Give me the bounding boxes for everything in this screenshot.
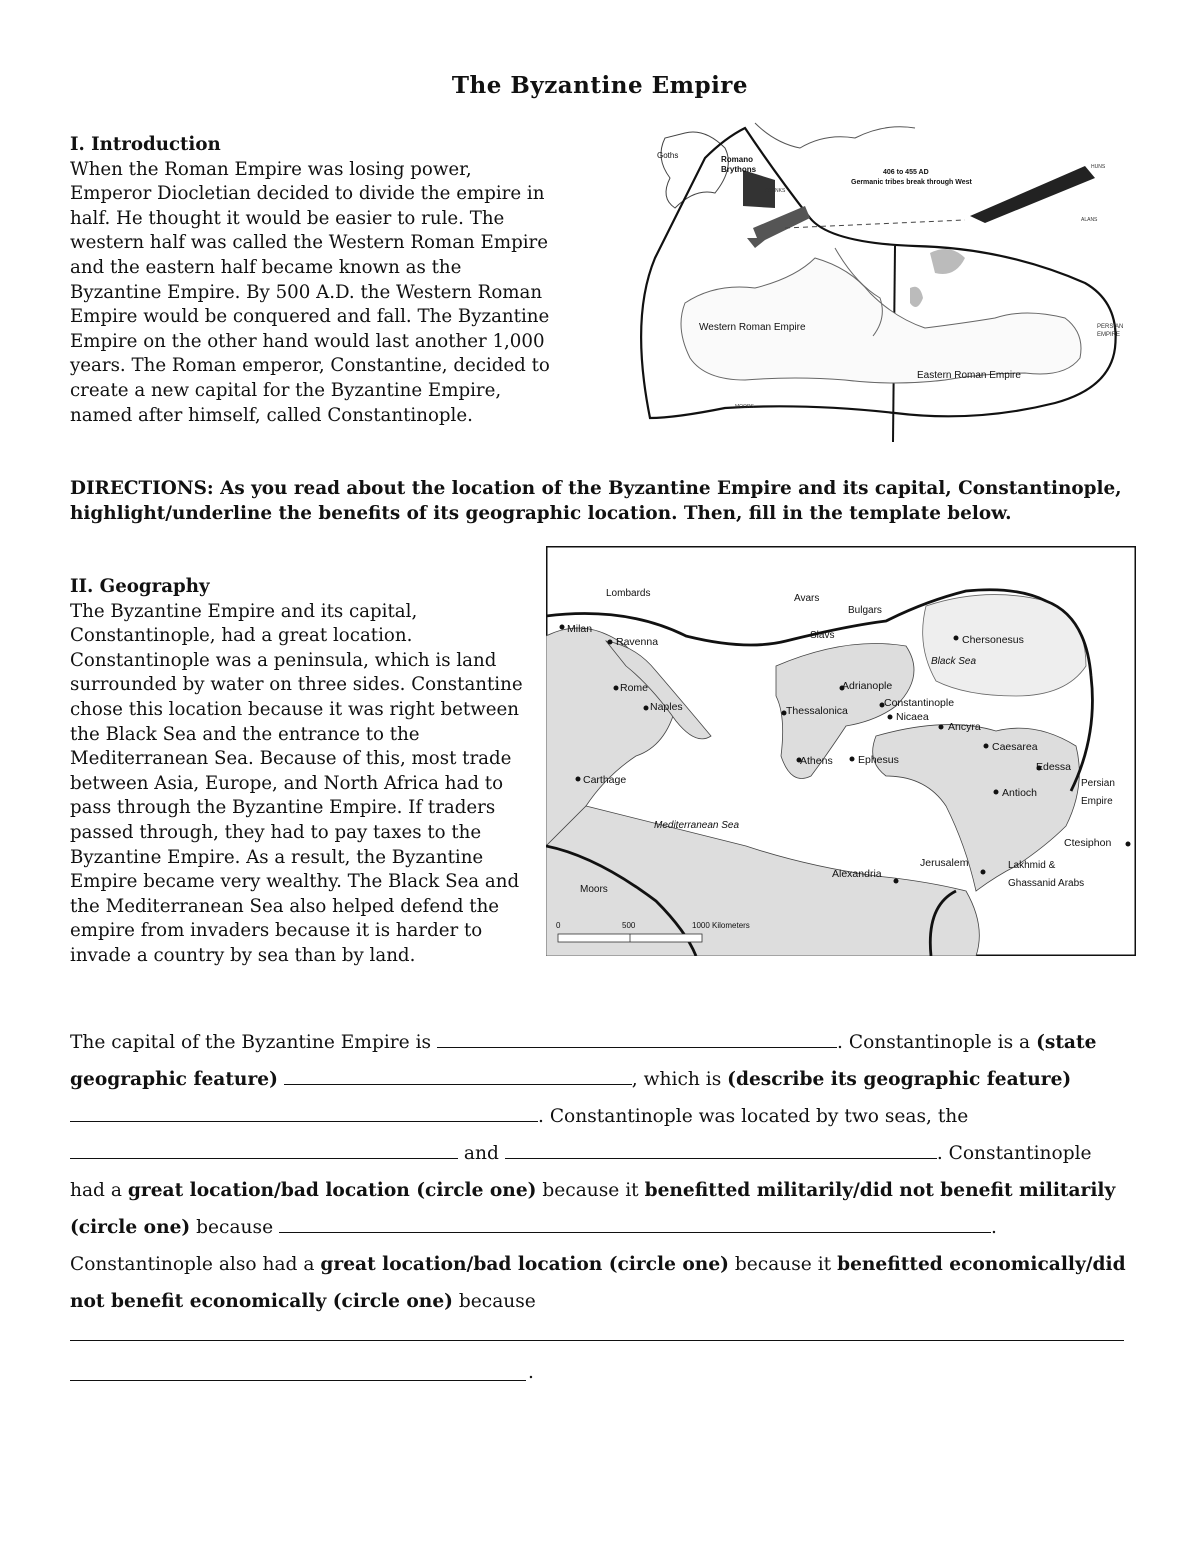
city-label: Rome — [620, 682, 649, 694]
answer-line-economic-reason[interactable] — [70, 1320, 1124, 1341]
introduction-section — [70, 133, 550, 428]
page-title: The Byzantine Empire — [451, 72, 749, 99]
map1-label: Western Roman Empire — [699, 322, 806, 333]
geography-body: The Byzantine Empire and its capital, Constantinople, had a great location. Constantinople was a peninsula, which is land surrounded by water on three sides. Constantine chose this location because it was right between the Black Sea and the entrance to the Mediterranean Sea. Because of this, most trade between Asia, Europe, and North Africa had to pass through the Byzantine Empire. If traders passed through, they had to pay taxes to the Byzantine Empire. As a result, the Byzantine Empire became very wealthy. The Black Sea and the Mediterranean Sea also helped defend the empire from invaders because it is harder to invade a country by sea than by land. — [70, 600, 523, 966]
roman-empire-division-map — [625, 118, 1123, 442]
city-label: Nicaea — [896, 711, 929, 723]
template-text: Constantinople also had a — [70, 1254, 315, 1275]
map1-label: 406 to 455 AD — [883, 169, 929, 176]
template-text: because it — [542, 1180, 639, 1201]
city-label: Chersonesus — [962, 634, 1024, 646]
map1-label: PERSIAN — [1097, 324, 1123, 330]
map1-label: Goths — [657, 151, 679, 160]
city-label: Adrianople — [842, 680, 893, 692]
template-text: . Constantinople is a — [837, 1032, 1031, 1053]
map1-label: Eastern Roman Empire — [917, 370, 1021, 381]
map1-label: FRANKS — [765, 188, 786, 194]
city-label: Ancyra — [948, 721, 981, 733]
geography-heading: II. Geography — [70, 576, 210, 597]
answer-blank-sea-1[interactable] — [70, 1138, 458, 1159]
map1-label: HUNS — [1091, 164, 1106, 170]
answer-blank-sea-2[interactable] — [505, 1138, 937, 1159]
intro-period: . — [467, 404, 473, 426]
city-label: Milan — [567, 623, 593, 635]
city-label: Ravenna — [616, 636, 659, 648]
intro-heading: I. Introduction — [70, 134, 221, 155]
template-text: because it — [734, 1254, 832, 1275]
answer-line-economic-reason-2[interactable] — [70, 1360, 526, 1381]
fill-in-template — [70, 1024, 1130, 1320]
scale-label: 0 — [556, 921, 561, 930]
template-text: . Constantinople was located by two seas, the — [538, 1106, 969, 1127]
geography-section — [70, 575, 530, 969]
circle-choice-military[interactable]: benefitted militarily/did not benefit militarily (circle one) — [70, 1180, 1116, 1238]
intro-capital: Constantinople — [327, 404, 468, 426]
intro-body: When the Roman Empire was losing power, Emperor Diocletian decided to divide the empire in half. He thought it would be easier to rule. The western half was called the Western Roman Empire and the eastern half became known as the Byzantine Empire. By 500 A.D. the Western Roman Empire would be conquered and fall. The Byzantine Empire on the other hand would last another 1,000 years. The Roman emperor, Constantine, decided to create a new capital for the Byzantine Empire, named after himself, called — [70, 158, 550, 426]
template-prompt: (describe its geographic feature) — [727, 1069, 1072, 1090]
region-label: Mediterranean Sea — [654, 820, 740, 831]
circle-choice-location[interactable]: great location/bad location (circle one) — [127, 1180, 537, 1201]
city-label: Alexandria — [832, 868, 882, 880]
city-label: Athens — [800, 755, 833, 767]
map1-label: ALANS — [1081, 217, 1098, 223]
city-label: Thessalonica — [786, 705, 848, 717]
region-label: Lombards — [606, 588, 651, 599]
region-label: Lakhmid & — [1008, 860, 1056, 871]
region-label: Persian — [1081, 778, 1115, 789]
template-text: because — [458, 1291, 536, 1312]
city-label: Ctesiphon — [1064, 837, 1112, 849]
template-text: , which is — [631, 1069, 722, 1090]
region-label: Black Sea — [931, 656, 977, 667]
directions: DIRECTIONS: As you read about the location of the Byzantine Empire and its capital, Constantinople, highlight/underline the benefits of its geographic location. Then, fill in the template below. — [70, 478, 1122, 524]
answer-blank-feature[interactable] — [284, 1064, 632, 1085]
map1-label: Romano — [721, 155, 753, 164]
template-text: . — [991, 1217, 997, 1238]
region-label: Moors — [580, 884, 608, 895]
region-label: Bulgars — [848, 605, 882, 616]
scale-label: 500 — [622, 921, 636, 930]
template-text: The capital of the Byzantine Empire is — [70, 1032, 432, 1053]
scale-label: 1000 Kilometers — [692, 921, 750, 930]
circle-choice-economic[interactable]: benefitted economically/did not benefit economically (circle one) — [70, 1254, 1126, 1312]
answer-blank-military-reason[interactable] — [279, 1212, 991, 1233]
city-label: Ephesus — [858, 754, 899, 766]
region-label: Avars — [794, 593, 820, 604]
map1-label: MOORS — [735, 404, 754, 410]
byzantine-empire-map — [546, 546, 1136, 956]
map1-label: Germanic tribes break through West — [851, 179, 972, 186]
city-label: Jerusalem — [920, 857, 969, 869]
city-label: Antioch — [1002, 787, 1038, 799]
answer-blank-capital[interactable] — [437, 1027, 837, 1048]
city-label: Edessa — [1036, 761, 1072, 773]
map1-label: EMPIRE — [1097, 332, 1121, 338]
region-label: Empire — [1081, 796, 1113, 807]
template-prompt: (state geographic feature) — [70, 1032, 1097, 1090]
final-period: . — [528, 1362, 534, 1383]
city-label: Naples — [650, 701, 683, 713]
template-text: and — [463, 1143, 499, 1164]
region-label: Ghassanid Arabs — [1008, 878, 1085, 889]
answer-blank-description[interactable] — [70, 1101, 538, 1122]
template-text: because — [196, 1217, 274, 1238]
circle-choice-location-2[interactable]: great location/bad location (circle one) — [320, 1254, 729, 1275]
city-label: Caesarea — [992, 741, 1038, 753]
map1-label: Brythons — [721, 165, 757, 174]
city-label: Constantinople — [884, 697, 955, 709]
region-label: Slavs — [810, 630, 835, 641]
city-label: Carthage — [583, 774, 627, 786]
template-text: . Constantinople had a — [70, 1143, 1092, 1201]
